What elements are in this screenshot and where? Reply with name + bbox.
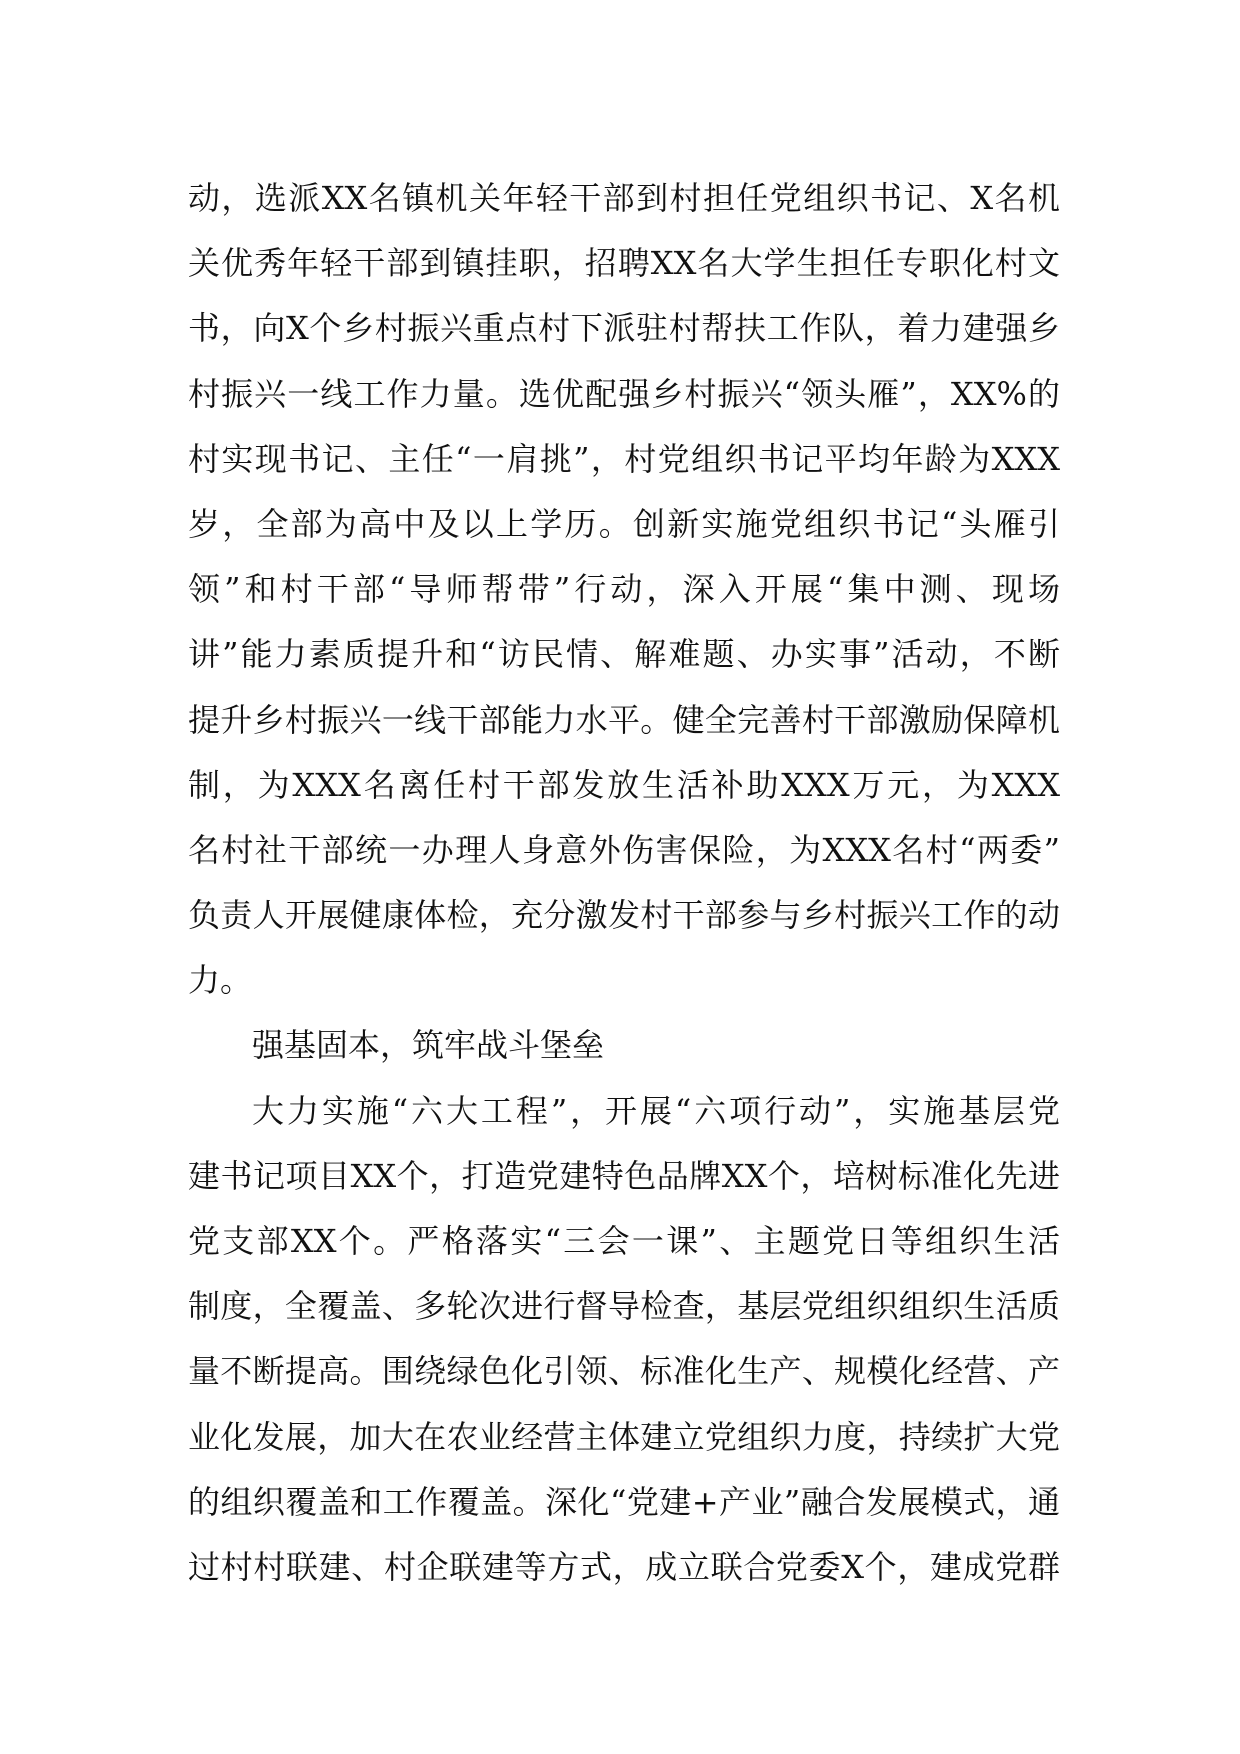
text-line: 书，向X个乡村振兴重点村下派驻村帮扶工作队，着力建强乡 — [188, 309, 1060, 348]
text-line: 建书记项目XX个，打造党建特色品牌XX个，培树标准化先进 — [188, 1156, 1060, 1195]
text-line: 制度，全覆盖、多轮次进行督导检查，基层党组织组织生活质 — [188, 1287, 1060, 1326]
section-heading — [188, 1013, 1060, 1078]
text-line: 的组织覆盖和工作覆盖。深化“党建+产业”融合发展模式，通 — [188, 1482, 1060, 1521]
text-line: 名村社干部统一办理人身意外伤害保险，为XXX名村“两委” — [188, 830, 1060, 869]
text-line: 村实现书记、主任“一肩挑”，村党组织书记平均年龄为XXX — [188, 439, 1060, 478]
text-line: 制，为XXX名离任村干部发放生活补助XXX万元，为XXX — [188, 765, 1060, 804]
text-line: 过村村联建、村企联建等方式，成立联合党委X个，建成党群 — [188, 1547, 1060, 1586]
text-line: 村振兴一线工作力量。选优配强乡村振兴“领头雁”，XX%的 — [188, 374, 1060, 413]
text-line: 关优秀年轻干部到镇挂职，招聘XX名大学生担任专职化村文 — [188, 244, 1060, 283]
text-line: 业化发展，加大在农业经营主体建立党组织力度，持续扩大党 — [188, 1417, 1060, 1456]
text-line: 量不断提高。围绕绿色化引领、标准化生产、规模化经营、产 — [188, 1352, 1060, 1391]
heading-text: 强基固本，筑牢战斗堡垒 — [252, 1026, 605, 1065]
text-line: 负责人开展健康体检，充分激发村干部参与乡村振兴工作的动 — [188, 896, 1060, 935]
body-text — [188, 166, 1060, 1600]
text-line: 力。 — [188, 961, 253, 1000]
text-line: 讲”能力素质提升和“访民情、解难题、办实事”活动，不断 — [188, 635, 1060, 674]
text-line: 党支部XX个。严格落实“三会一课”、主题党日等组织生活 — [188, 1222, 1060, 1260]
text-line: 大力实施“六大工程”，开展“六项行动”，实施基层党 — [252, 1091, 1060, 1130]
text-line: 动，选派XX名镇机关年轻干部到村担任党组织书记、X名机 — [188, 179, 1060, 217]
text-line: 岁，全部为高中及以上学历。创新实施党组织书记“头雁引 — [188, 504, 1060, 543]
paragraph-cadre-support — [188, 166, 1060, 1013]
text-line: 提升乡村振兴一线干部能力水平。健全完善村干部激励保障机 — [188, 700, 1060, 739]
paragraph-grassroots-party — [188, 1079, 1060, 1601]
text-line: 领”和村干部“导师帮带”行动，深入开展“集中测、现场 — [188, 570, 1060, 609]
